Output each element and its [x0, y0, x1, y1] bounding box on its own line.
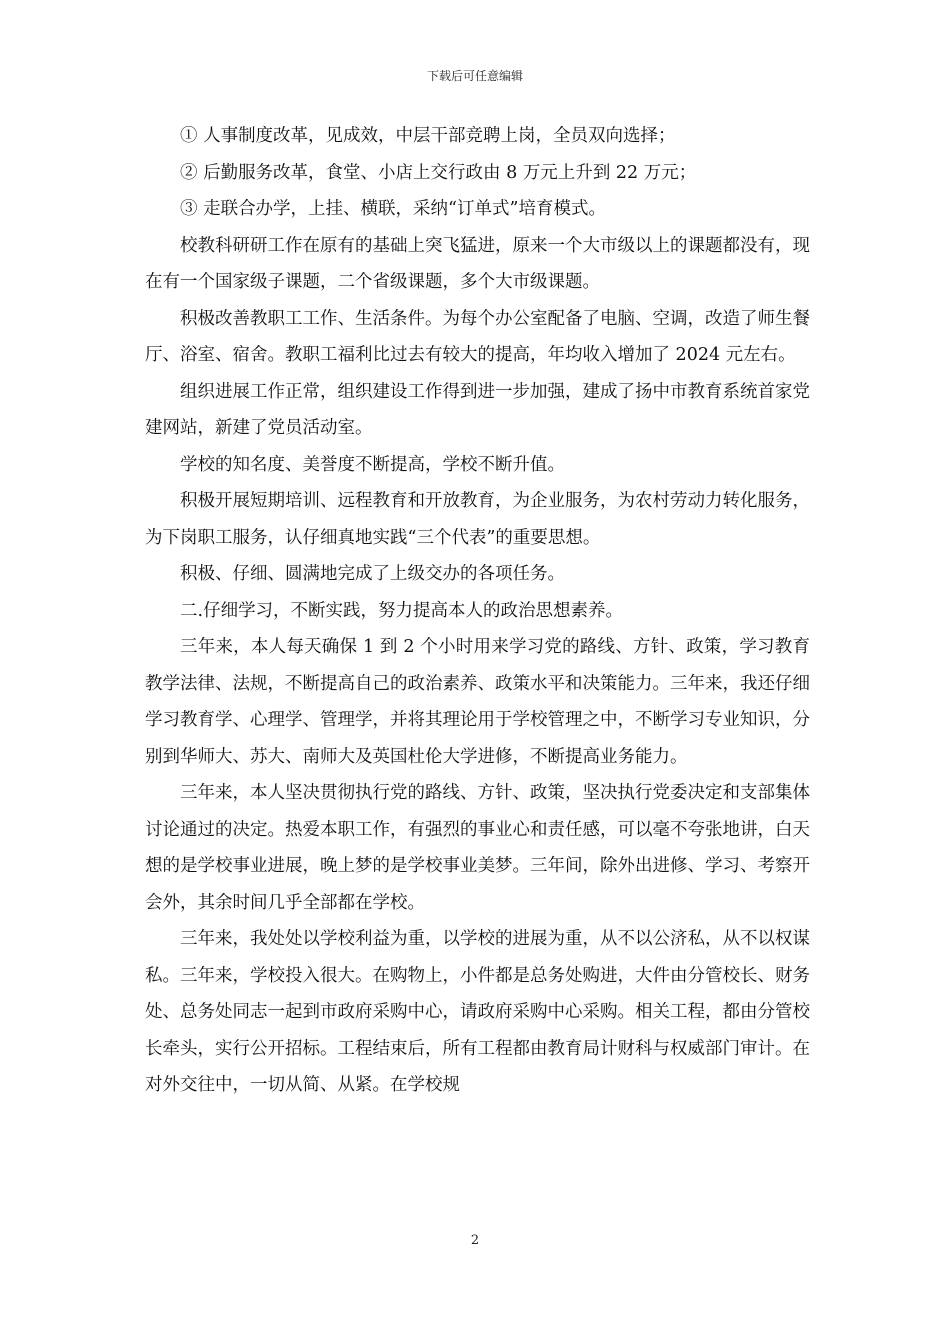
page-number: 2	[470, 1233, 480, 1248]
paragraph-research: 校教科研研工作在原有的基础上突飞猛进，原来一个大市级以上的课题都没有，现在有一个国家级子课题，二个省级课题，多个大市级课题。	[145, 235, 810, 292]
paragraph-tasks: 积极、仔细、圆满地完成了上级交办的各项任务。	[180, 564, 565, 584]
paragraph-reform-personnel: ① 人事制度改革，见成效，中层干部竞聘上岗，全员双向选择；	[180, 126, 676, 146]
paragraph-reputation: 学校的知名度、美誉度不断提高，学校不断升值。	[180, 454, 565, 475]
paragraph-training: 积极开展短期培训、远程教育和开放教育，为企业服务，为农村劳动力转化服务，为下岗职工服务，认仔细真地实践“三个代表”的重要思想。	[145, 491, 810, 548]
paragraph-reform-logistics: ② 后勤服务改革，食堂、小店上交行政由 8 万元上升到 22 万元；	[180, 162, 697, 183]
section-heading-study: 二.仔细学习，不断实践，努力提高本人的政治思想素养。	[180, 600, 624, 621]
paragraph-study: 三年来，本人每天确保 1 到 2 个小时用来学习党的路线、方针、政策，学习教育教学法律、法规，不断提高自己的政治素养、政策水平和决策能力。三年来，我还仔细学习教育学、心理学、管理学，并将其理论用于学校管理之中，不断学习专业知识，分别到华师大、苏大、南师大及英国杜伦大学进修，不断提高业务能力。	[145, 637, 810, 767]
paragraph-joint-schooling: ③ 走联合办学，上挂、横联，采纳“订单式”培育模式。	[180, 199, 606, 219]
paragraph-organization: 组织进展工作正常，组织建设工作得到进一步加强，建成了扬中市教育系统首家党建网站，新建了党员活动室。	[145, 381, 810, 438]
paragraph-integrity: 三年来，我处处以学校利益为重，以学校的进展为重，从不以公济私，从不以权谋私。三年来，学校投入很大。在购物上，小件都是总务处购进，大件由分管校长、财务处、总务处同志一起到市政府采购中心，请政府采购中心采购。相关工程，都由分管校长牵头，实行公开招标。工程结束后，所有工程都由教育局计财科与权威部门审计。在对外交往中，一切从简、从紧。在学校规	[145, 929, 810, 1095]
paragraph-staff-conditions: 积极改善教职工工作、生活条件。为每个办公室配备了电脑、空调，改造了师生餐厅、浴室、宿舍。教职工福利比过去有较大的提高，年均收入增加了 2024 元左右。	[145, 308, 810, 365]
paragraph-execution: 三年来，本人坚决贯彻执行党的路线、方针、政策，坚决执行党委决定和支部集体讨论通过的决定。热爱本职工作，有强烈的事业心和责任感，可以毫不夸张地讲，白天想的是学校事业进展，晚上梦的是学校事业美梦。三年间，除外出进修、学习、考察开会外，其余时间几乎全部都在学校。	[145, 783, 810, 913]
page-header: 下载后可任意编辑	[426, 69, 523, 83]
document-body	[145, 118, 810, 1104]
